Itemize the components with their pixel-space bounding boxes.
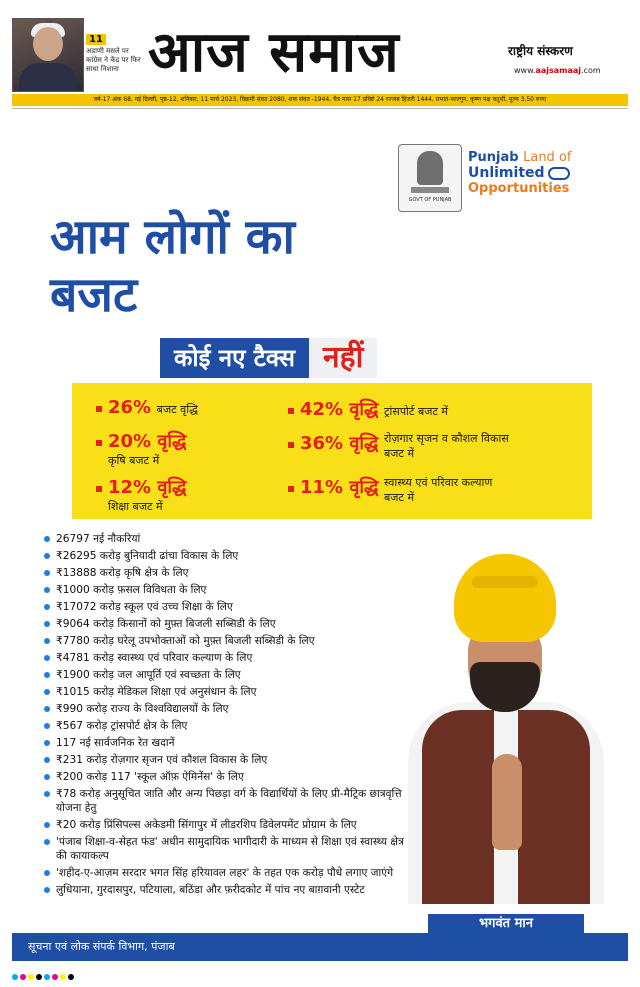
list-item: ₹13888 करोड़ कृषि क्षेत्र के लिए	[42, 566, 412, 580]
list-item: ₹17072 करोड़ स्कूल एवं उच्च शिक्षा के लिए	[42, 600, 412, 614]
list-item: ₹26295 करोड़ बुनियादी ढांचा विकास के लिए	[42, 549, 412, 563]
list-item: 'पंजाब शिक्षा-व-सेहत फंड' अधीन सामुदायिक भागीदारी के माध्यम से शिक्षा एवं स्वास्थ्य क्षेत्र की कायाकल्प	[42, 835, 412, 863]
bullet-icon	[44, 570, 50, 576]
dateline: वर्ष-17 अंक 68, नई दिल्ली, पृष्ठ-12, शनिवार, 11 मार्च 2023, विक्रमी संवत 2080, शक संवत -1944, चैत्र मास 17 प्रविष्टे 24 रज्जब हिजरी 1444, प्रभात-फाल्गुन, कृष्ण पक्ष चतुर्थी, मूल्य 3.50 रुपए	[12, 94, 628, 106]
list-item: 26797 नई नौकरियां	[42, 532, 412, 546]
bullet-icon	[44, 774, 50, 780]
bullet-icon	[44, 791, 50, 797]
bullet-icon	[44, 887, 50, 893]
newspaper-title: आज समाज	[148, 19, 400, 85]
bullet-icon	[44, 587, 50, 593]
list-item: ₹1000 करोड़ फ़सल विविधता के लिए	[42, 583, 412, 597]
list-item: ₹990 करोड़ राज्य के विश्वविद्यालयों के लिए	[42, 702, 412, 716]
stat-item: 36% वृद्धि रोज़गार सृजन व कौशल विकास बजट में	[288, 431, 554, 461]
teaser-photo	[12, 18, 84, 92]
teaser-page-number: 11	[86, 34, 106, 45]
footer-department: सूचना एवं लोक संपर्क विभाग, पंजाब	[12, 933, 628, 961]
bullet-icon	[44, 689, 50, 695]
stat-item: 20% वृद्धि कृषि बजट में	[96, 429, 186, 468]
bullet-icon	[44, 638, 50, 644]
list-item: ₹4781 करोड़ स्वास्थ्य एवं परिवार कल्याण के लिए	[42, 651, 412, 665]
emblem-label: GOVT OF PUNJAB	[408, 197, 452, 203]
stat-item: 26% बजट वृद्धि	[96, 397, 198, 418]
punjab-logo: Punjab Land of Unlimited Opportunities	[468, 150, 572, 196]
list-item: ₹9064 करोड़ किसानों को मुफ़्त बिजली सब्सिडी के लिए	[42, 617, 412, 631]
masthead	[0, 0, 640, 92]
no-tax-banner	[160, 338, 377, 378]
teaser-text: अडाणी मसले पर कांग्रेस ने केंद्र पर फिर साधा निशाना	[86, 47, 141, 73]
edition-tagline: राष्ट्रीय संस्करण	[508, 44, 573, 58]
bullet-icon	[44, 822, 50, 828]
list-item: लुधियाना, गुरदासपुर, पटियाला, बठिंडा और फ़रीदकोट में पांच नए बाग़वानी एस्टेट	[42, 883, 412, 897]
divider	[12, 108, 628, 117]
bullet-icon	[44, 672, 50, 678]
infinity-icon	[548, 167, 570, 180]
list-item: 'शहीद-ए-आज़म सरदार भगत सिंह हरियावल लहर' के तहत एक करोड़ पौधे लगाए जाएंगे	[42, 866, 412, 880]
stat-item: 42% वृद्धि ट्रांसपोर्ट बजट में	[288, 397, 448, 421]
list-item: 117 नई सार्वजनिक रेत खदानें	[42, 736, 412, 750]
bullet-icon	[44, 604, 50, 610]
government-emblem-icon	[398, 144, 462, 212]
bullet-icon	[44, 723, 50, 729]
bullet-icon	[44, 553, 50, 559]
bullet-icon	[44, 870, 50, 876]
banner-red-text: नहीं	[309, 338, 377, 378]
list-item: ₹78 करोड़ अनुसूचित जाति और अन्य पिछड़ा वर्ग के विद्यार्थियों के लिए प्री-मैट्रिक छात्रवृत्ति योजना हेतु	[42, 787, 412, 815]
person-name: भगवंत मान	[479, 916, 533, 931]
list-item: ₹20 करोड़ प्रिंसिपल्स अकेडमी सिंगापुर में लीडरशिप डिवेलपमेंट प्रोग्राम के लिए	[42, 818, 412, 832]
print-registration-marks	[12, 965, 628, 973]
list-item: ₹200 करोड़ 117 'स्कूल ऑफ़ ऐमिनेंस' के लिए	[42, 770, 412, 784]
bullet-icon	[44, 839, 50, 845]
list-item: ₹7780 करोड़ घरेलू उपभोक्ताओं को मुफ़्त बिजली सब्सिडी के लिए	[42, 634, 412, 648]
budget-advertisement	[12, 118, 628, 963]
bullet-icon	[44, 740, 50, 746]
budget-stats-box	[72, 383, 592, 519]
budget-allocation-list	[42, 532, 412, 900]
stat-item: 12% वृद्धि शिक्षा बजट में	[96, 475, 186, 514]
bullet-icon	[44, 536, 50, 542]
list-item: ₹1015 करोड़ मेडिकल शिक्षा एवं अनुसंधान के लिए	[42, 685, 412, 699]
list-item: ₹567 करोड़ ट्रांसपोर्ट क्षेत्र के लिए	[42, 719, 412, 733]
stat-item: 11% वृद्धि स्वास्थ्य एवं परिवार कल्याण बजट में	[288, 475, 554, 505]
bullet-icon	[44, 655, 50, 661]
banner-blue-text: कोई नए टैक्स	[160, 338, 309, 378]
chief-minister-photo	[396, 554, 616, 904]
website-url: www.aajsamaaj.com	[514, 66, 601, 75]
teaser[interactable]	[86, 34, 146, 74]
bullet-icon	[44, 621, 50, 627]
bullet-icon	[44, 706, 50, 712]
headline: आम लोगों का बजट	[50, 209, 295, 323]
list-item: ₹1900 करोड़ जल आपूर्ति एवं स्वच्छता के लिए	[42, 668, 412, 682]
list-item: ₹231 करोड़ रोज़गार सृजन एवं कौशल विकास के लिए	[42, 753, 412, 767]
bullet-icon	[44, 757, 50, 763]
